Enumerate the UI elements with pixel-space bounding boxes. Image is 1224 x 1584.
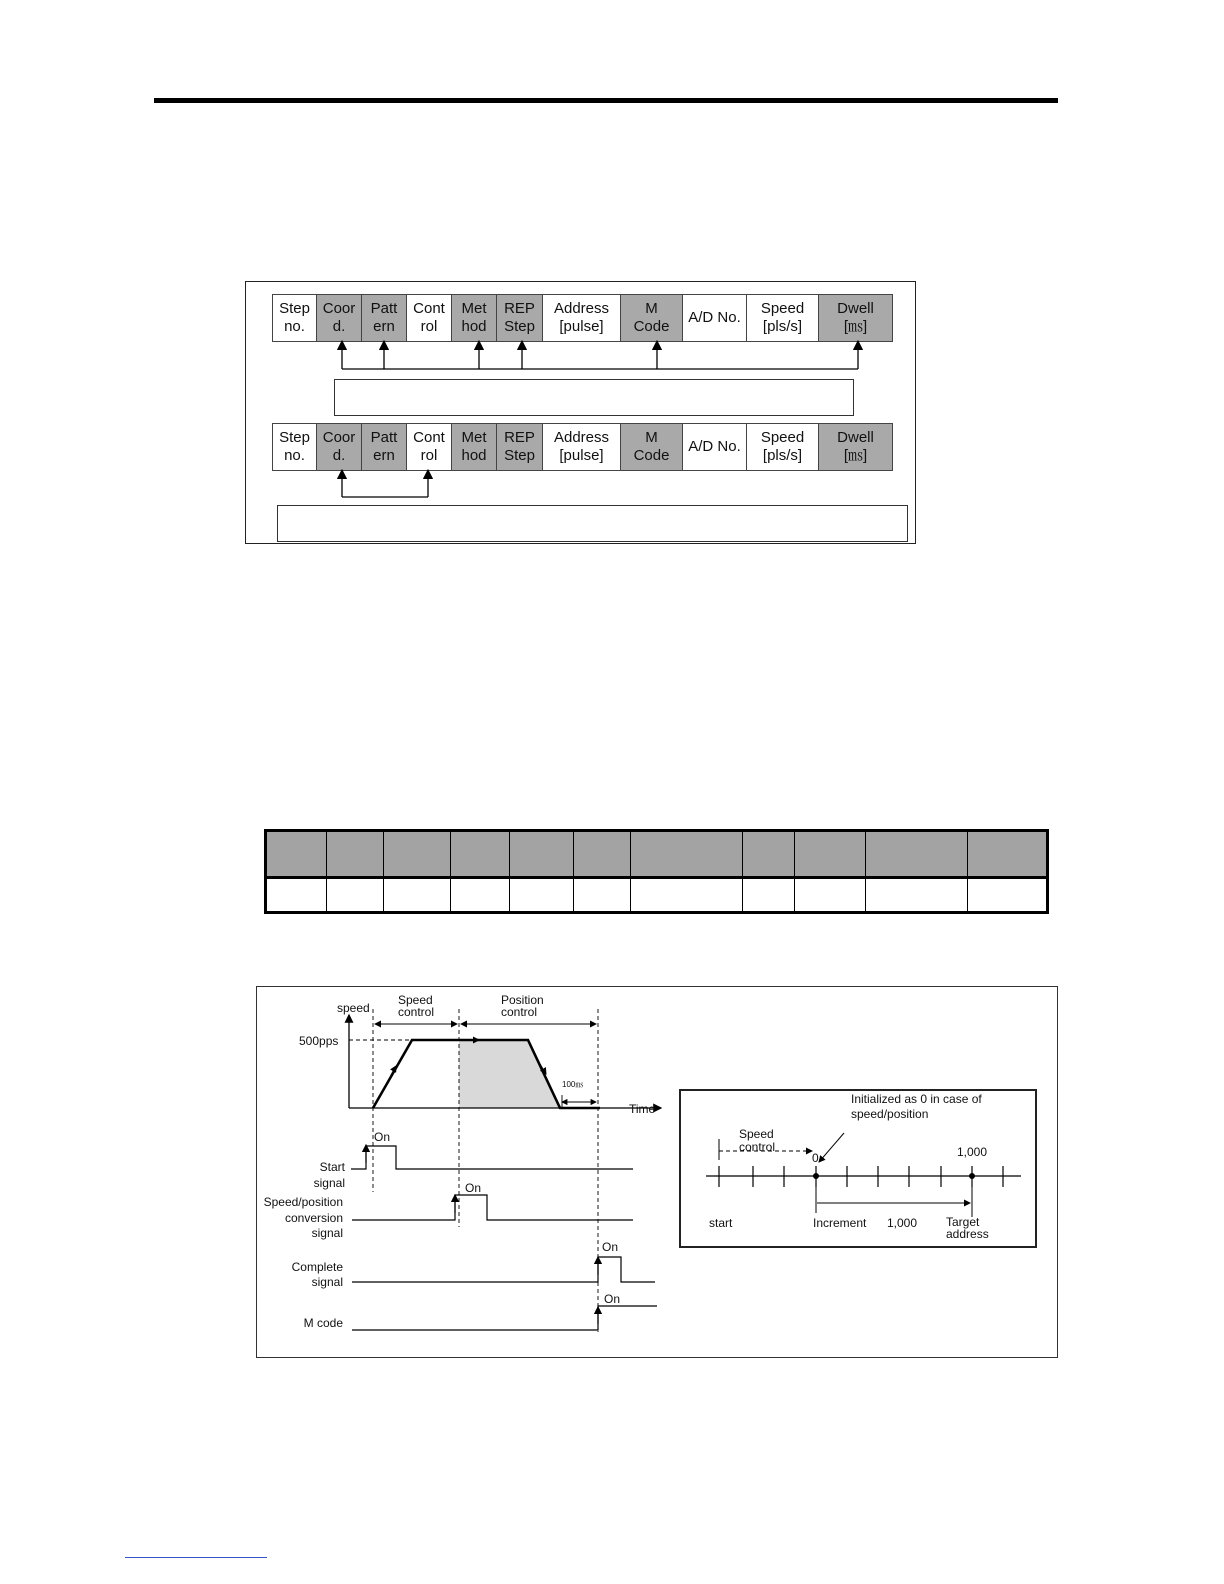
table-cell <box>266 878 327 913</box>
col-method: Met hod <box>452 295 497 342</box>
col-ad-no: A/D No. <box>683 424 747 471</box>
header-cell <box>743 831 795 878</box>
inset-target-label-1: Target <box>946 1215 980 1229</box>
example-table-row <box>266 878 1048 913</box>
col-coord: Coor d. <box>317 295 362 342</box>
header-cell <box>631 831 743 878</box>
table-cell <box>743 878 795 913</box>
start-signal-trace <box>351 1146 633 1169</box>
conversion-signal-trace <box>352 1195 633 1220</box>
speed-level-label: 500pps <box>299 1034 339 1048</box>
col-speed: Speed [pls/s] <box>747 424 819 471</box>
position-control-label-2: control <box>501 1005 538 1019</box>
table-cell <box>384 878 451 913</box>
header-rule <box>154 98 1058 103</box>
col-m-code: M Code <box>621 295 683 342</box>
speed-control-label-1: Speed <box>398 993 433 1007</box>
dwell-label: 100㎳ <box>562 1080 584 1089</box>
complete-signal-label-1: Complete <box>291 1260 343 1274</box>
complete-on-label: On <box>602 1240 619 1254</box>
col-pattern: Patt ern <box>362 295 407 342</box>
inset-target-label-2: address <box>946 1227 989 1241</box>
complete-signal-trace <box>352 1257 655 1282</box>
conversion-on-label: On <box>465 1181 482 1195</box>
table-cell <box>866 878 968 913</box>
col-ad-no: A/D No. <box>683 295 747 342</box>
speed-control-label-2: control <box>398 1005 435 1019</box>
speed-position-figure <box>256 986 1058 1358</box>
table-cell <box>795 878 866 913</box>
timing-diagram <box>257 987 1059 1359</box>
col-pattern: Patt ern <box>362 424 407 471</box>
conversion-signal-label-3: signal <box>311 1226 343 1240</box>
header-cell <box>574 831 631 878</box>
header-cell <box>968 831 1048 878</box>
header-cell <box>384 831 451 878</box>
signal-labels <box>264 1130 620 1330</box>
inset-increment-value: 1,000 <box>887 1216 918 1230</box>
col-rep-step: REP Step <box>497 295 543 342</box>
col-dwell: Dwell [㎳] <box>819 424 893 471</box>
mcode-signal-label: M code <box>303 1316 343 1330</box>
col-control: Cont rol <box>407 424 452 471</box>
col-step-no: Step no. <box>273 424 317 471</box>
table-cell <box>510 878 574 913</box>
speed-axis-label: speed <box>337 1001 370 1015</box>
mcode-signal-trace <box>352 1306 657 1330</box>
footer-link-rule <box>125 1557 267 1558</box>
table-cell <box>574 878 631 913</box>
example-step-table <box>264 829 1049 914</box>
table-cell <box>451 878 510 913</box>
col-m-code: M Code <box>621 424 683 471</box>
table-cell <box>631 878 743 913</box>
inset-note-2: speed/position <box>851 1107 929 1121</box>
header-cell <box>451 831 510 878</box>
header-cell <box>510 831 574 878</box>
col-dwell: Dwell [㎳] <box>819 295 893 342</box>
header-cell <box>795 831 866 878</box>
inset-start-label: start <box>709 1216 733 1230</box>
inset-value-label: 1,000 <box>957 1145 988 1159</box>
address-inset <box>680 1090 1036 1247</box>
header-cell <box>266 831 327 878</box>
inset-speed-control-2: control <box>739 1140 776 1154</box>
fig1-connector-arrows <box>246 282 917 545</box>
example-table-header-row <box>266 831 1048 878</box>
speed-profile-chart <box>299 993 661 1332</box>
start-signal-label-1: Start <box>319 1160 345 1174</box>
table-cell <box>968 878 1048 913</box>
table-cell <box>327 878 384 913</box>
header-cell <box>327 831 384 878</box>
col-method: Met hod <box>452 424 497 471</box>
inset-increment-label: Increment <box>813 1216 867 1230</box>
header-cell <box>866 831 968 878</box>
col-address: Address [pulse] <box>543 295 621 342</box>
complete-signal-label-2: signal <box>311 1275 343 1289</box>
time-axis-label: Time <box>629 1102 656 1116</box>
col-control: Cont rol <box>407 295 452 342</box>
col-speed: Speed [pls/s] <box>747 295 819 342</box>
col-address: Address [pulse] <box>543 424 621 471</box>
inset-speed-control-1: Speed <box>739 1127 774 1141</box>
inset-zero-label: 0 <box>812 1151 819 1165</box>
conversion-signal-label-1: Speed/position <box>263 1195 343 1209</box>
position-control-label-1: Position <box>501 993 544 1007</box>
step-data-figure <box>245 281 916 544</box>
start-on-label: On <box>374 1130 391 1144</box>
conversion-signal-label-2: conversion <box>284 1211 343 1225</box>
col-coord: Coor d. <box>317 424 362 471</box>
col-rep-step: REP Step <box>497 424 543 471</box>
mcode-on-label: On <box>604 1292 621 1306</box>
inset-note-1: Initialized as 0 in case of <box>851 1092 982 1106</box>
col-step-no: Step no. <box>273 295 317 342</box>
start-signal-label-2: signal <box>313 1176 345 1190</box>
